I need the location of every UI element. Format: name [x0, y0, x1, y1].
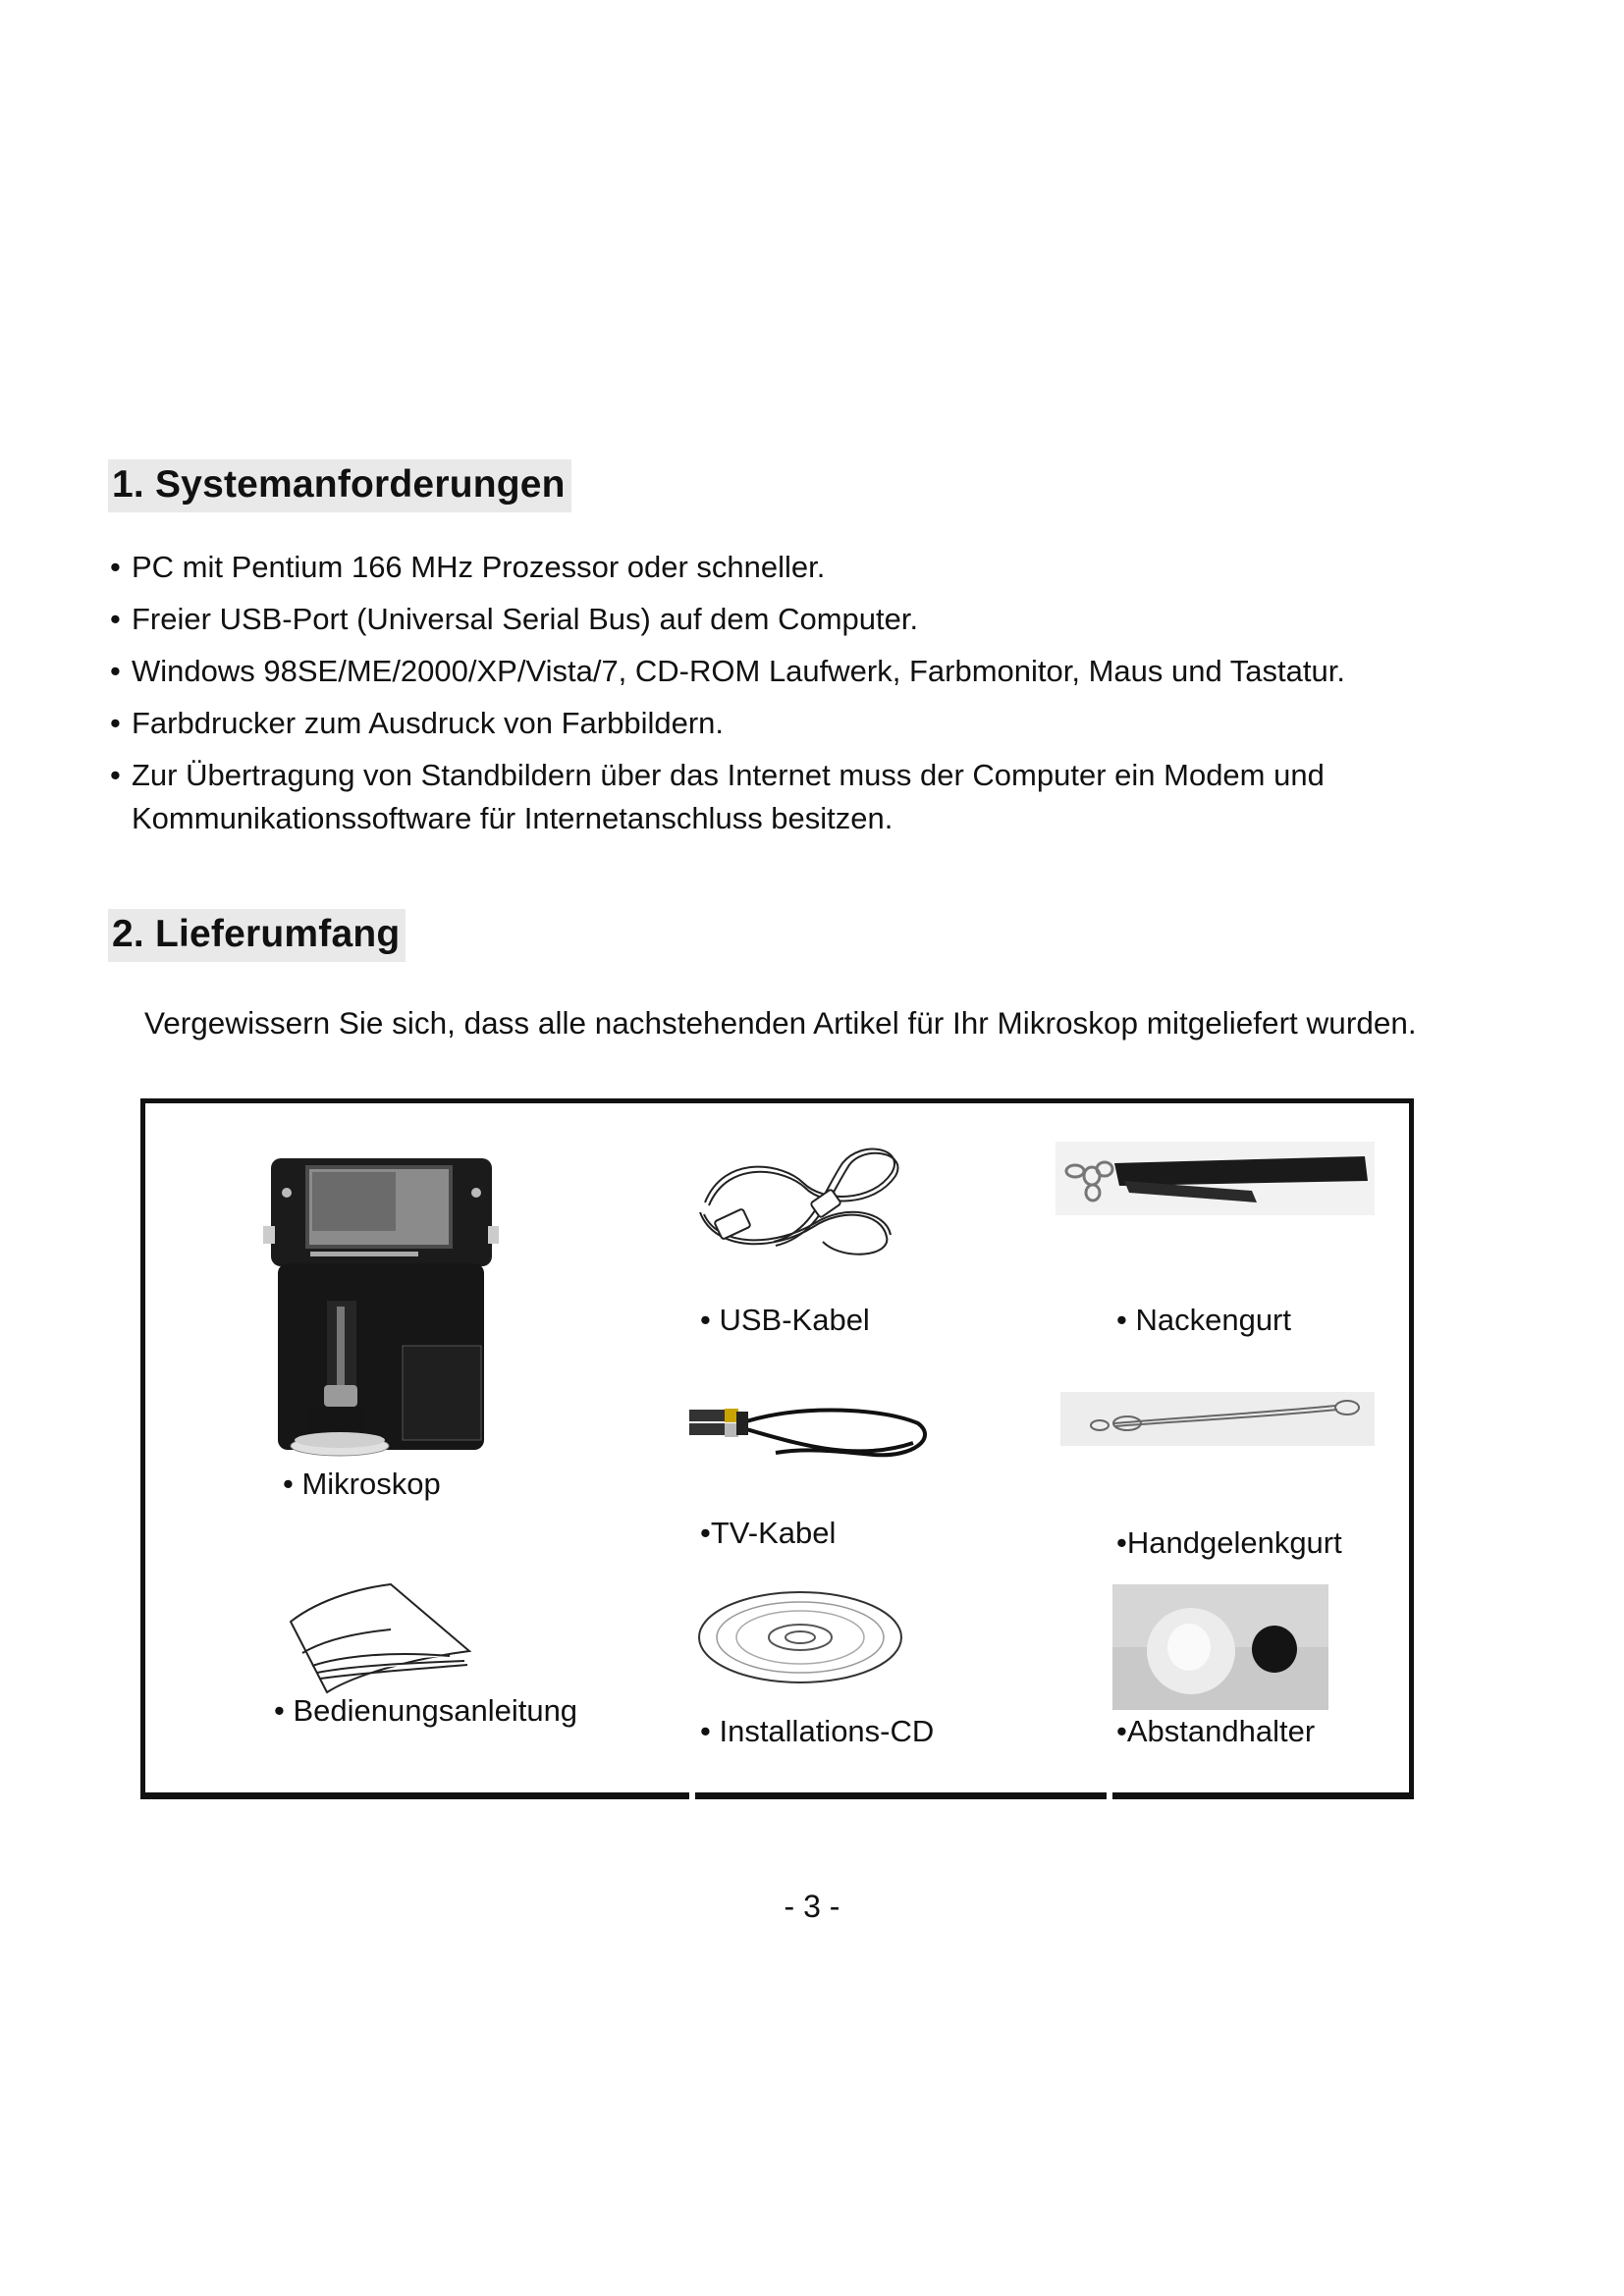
bullet: • [110, 706, 121, 740]
list-item [110, 702, 1524, 745]
item-label-tv-cable: •TV-Kabel [700, 1516, 837, 1550]
list-item-text: Zur Übertragung von Standbildern über das Internet muss der Computer ein Modem und Kommunikationssoftware für Internetanschluss besitzen. [132, 758, 1325, 835]
list-item [110, 754, 1524, 840]
neck-strap-image [1056, 1142, 1375, 1215]
cd-image [695, 1588, 906, 1686]
item-label-spacer: •Abstandhalter [1116, 1714, 1316, 1748]
section-heading-requirements: 1. Systemanforderungen [108, 459, 571, 512]
wrist-strap-image [1060, 1392, 1375, 1446]
bullet: • [110, 758, 121, 792]
section-heading-package-contents: 2. Lieferumfang [108, 909, 406, 962]
item-label-usb-cable: • USB-Kabel [700, 1303, 870, 1337]
page-number: - 3 - [784, 1889, 840, 1924]
tv-cable-image [687, 1394, 938, 1472]
spacer-image [1112, 1584, 1328, 1710]
list-item-text: PC mit Pentium 166 MHz Prozessor oder schneller. [132, 550, 826, 584]
manual-image [283, 1582, 479, 1695]
list-item [110, 598, 1524, 641]
list-item-text: Windows 98SE/ME/2000/XP/Vista/7, CD-ROM Laufwerk, Farbmonitor, Maus und Tastatur. [132, 654, 1345, 688]
list-item-text: Farbdrucker zum Ausdruck von Farbbildern. [132, 706, 725, 740]
item-label-wrist-strap: •Handgelenkgurt [1116, 1525, 1342, 1560]
list-item [110, 650, 1524, 693]
box-border-gap [689, 1792, 695, 1800]
microscope-image [263, 1153, 499, 1458]
bullet: • [110, 602, 121, 636]
usb-cable-image [695, 1134, 911, 1266]
box-border-gap [1107, 1792, 1112, 1800]
item-label-neck-strap: • Nackengurt [1116, 1303, 1291, 1337]
list-item [110, 546, 1524, 589]
bullet: • [110, 550, 121, 584]
requirements-list [110, 546, 1524, 849]
item-label-microscope: • Mikroskop [283, 1467, 441, 1501]
list-item-text: Freier USB-Port (Universal Serial Bus) auf dem Computer. [132, 602, 919, 636]
intro-text: Vergewissern Sie sich, dass alle nachstehenden Artikel für Ihr Mikroskop mitgeliefert wurden. [144, 1005, 1417, 1041]
bullet: • [110, 654, 121, 688]
item-label-installation-cd: • Installations-CD [700, 1714, 935, 1748]
item-label-manual: • Bedienungsanleitung [274, 1693, 578, 1728]
